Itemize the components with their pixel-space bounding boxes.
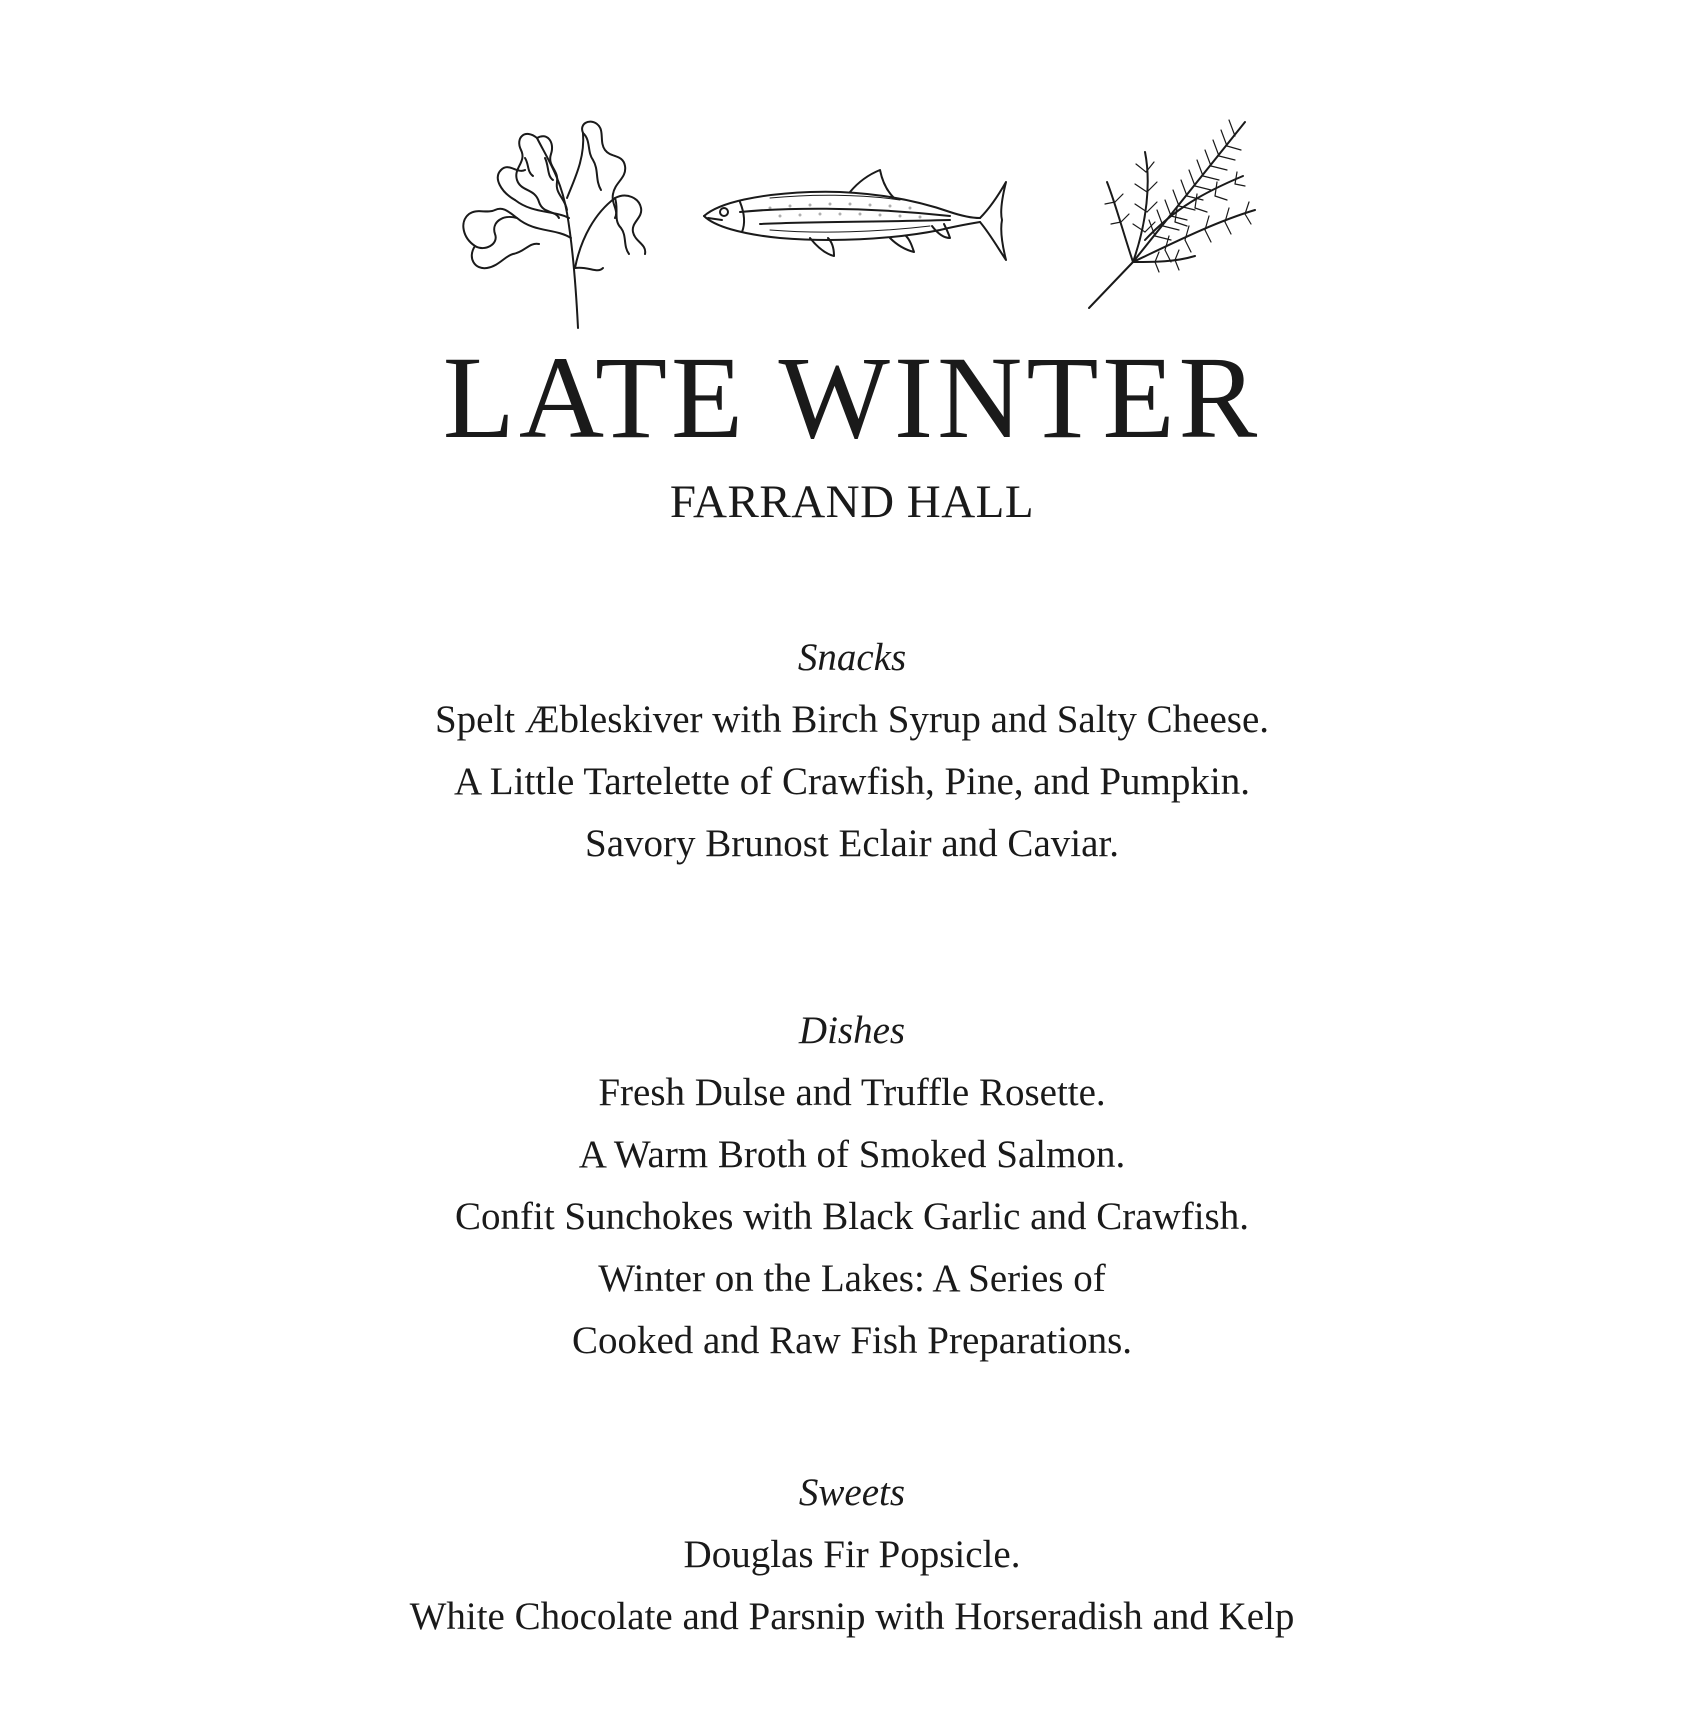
menu-item: Douglas Fir Popsicle. xyxy=(683,1533,1021,1576)
menu-title: LATE WINTER xyxy=(442,332,1262,463)
fish-illustration xyxy=(700,168,1010,278)
menu-section-sweets xyxy=(0,1462,1704,1648)
section-heading: Snacks xyxy=(797,636,907,679)
menu-item: Winter on the Lakes: A Series of xyxy=(598,1257,1106,1300)
menu-item: Spelt Æbleskiver with Birch Syrup and Salty Cheese. xyxy=(434,698,1270,741)
menu-item: Cooked and Raw Fish Preparations. xyxy=(571,1319,1132,1362)
menu-item: White Chocolate and Parsnip with Horseradish and Kelp xyxy=(409,1595,1295,1638)
venue-name: FARRAND HALL xyxy=(669,476,1035,528)
menu-item: Fresh Dulse and Truffle Rosette. xyxy=(598,1071,1106,1114)
kelp-illustration xyxy=(455,118,655,328)
section-heading: Dishes xyxy=(798,1009,906,1052)
menu-section-snacks xyxy=(0,627,1704,875)
menu-item: Confit Sunchokes with Black Garlic and Crawfish. xyxy=(455,1195,1249,1238)
header-illustrations xyxy=(0,100,1704,330)
pine-branch-illustration xyxy=(1085,112,1260,312)
menu-item: Savory Brunost Eclair and Caviar. xyxy=(585,822,1119,865)
menu-section-dishes xyxy=(0,1000,1704,1372)
menu-item: A Little Tartelette of Crawfish, Pine, and Pumpkin. xyxy=(454,760,1250,803)
section-heading: Sweets xyxy=(798,1471,906,1514)
menu-item: A Warm Broth of Smoked Salmon. xyxy=(578,1133,1126,1176)
